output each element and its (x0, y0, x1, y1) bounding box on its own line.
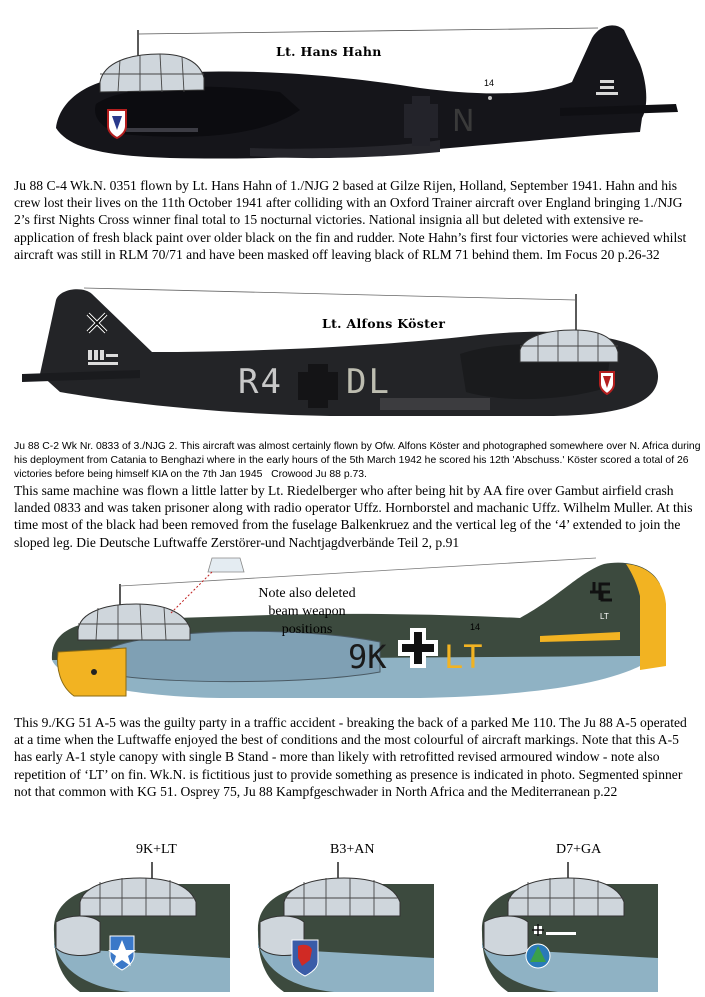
nose-2-profile (244, 862, 444, 992)
aircraft-2-caption-small: Ju 88 C-2 Wk Nr. 0833 of 3./NJG 2. This aircraft was almost certainly flown by Ofw. Alfons Köster and photographed somewhere over N. Africa during his deployment from Catania to Benghazi where in the early hours of the 5th March 1942 he scored his 12th 'Abschuss.' Köster scored a total of 26 victories before being himself KIA on the 7th Jan 1945 Crowood Ju 88 p.73. (14, 441, 701, 480)
aircraft-1-profile (0, 0, 705, 175)
aircraft-3-caption: This 9./KG 51 A-5 was the guilty party in a traffic accident - breaking the back of a parked Me 110. The Ju 88 A-5 operated at a time when the Luftwaffe enjoyed the best of conditions and the most colourful of aircraft markings. Note that this A-5 has early A-1 style canopy with single B Stand - more than likely with retrofitted revised armoured window - note also repetition of ‘LT’ on fin. Wk.N. is fictitious just to provide something as presence is indicated in photo. Segmented spinner not that common with KG 51. Osprey 75, Ju 88 Kampfgeschwader in North Africa and the Mediterranean p.22 (14, 715, 687, 799)
aircraft-2-code-right: DL (346, 362, 391, 402)
deleted-beam-window-icon (208, 558, 244, 572)
aircraft-3-marking-number: 14 (470, 622, 481, 632)
nose-1-code: 9K+LT (136, 842, 177, 857)
aircraft-2-profile (0, 280, 705, 440)
aircraft-3-note: Note also deleted beam weapon positions (258, 586, 356, 637)
nose-1-profile (40, 862, 240, 992)
aircraft-1-marking-number: 14 (484, 78, 495, 88)
aircraft-1-caption: Ju 88 C-4 Wk.N. 0351 flown by Lt. Hans Hahn of 1./NJG 2 based at Gilze Rijen, Holland, September 1941. Hahn and his crew lost their lives on the 11th October 1941 after colliding with an Oxford Trainer aircraft over England bringing 1./NJG 2’s first Nights Cross winner final total to 15 nocturnal victories. National insignia all but deleted with extensive re-application of fresh black paint over older black on the fin and rudder. Note Hahn’s first four victories were achieved whilst aircraft was still in RLM 70/71 and have been masked off leaving black of RLM 71 behind them. Im Focus 20 p.26-32 (14, 178, 687, 262)
aircraft-2-caption-ref: Crowood Ju 88 p.73. (271, 469, 367, 480)
aircraft-2-pilot-label: Lt. Alfons Köster (322, 316, 446, 331)
nose-3-profile (468, 862, 668, 992)
aircraft-3-code-left: 9K (348, 638, 387, 676)
aircraft-3-code-right: LT (444, 638, 483, 676)
aircraft-2-caption: This same machine was flown a little latter by Lt. Riedelberger who after being hit by AA fire over Gambut airfield crash landed 0833 and was taken prisoner along with radio operator Uffz. Hornborstel and machanic Uffz. Wilhelm Muller. At this time most of the black had been removed from the fuselage Balkenkruez and the vertical leg of the ‘4’ extended to join the sloped leg. Die Deutsche Luftwaffe Zerstörer-und Nachtjagdverbände Teil 2, p.91 (14, 483, 693, 550)
aircraft-1-pilot-label: Lt. Hans Hahn (276, 44, 382, 59)
nose-2-code: B3+AN (330, 842, 375, 857)
aircraft-1-fuselage-letter: N (452, 104, 475, 139)
aircraft-3-fin-code: LT (600, 612, 609, 621)
aircraft-2-code-left: R4 (238, 362, 283, 402)
nose-3-code: D7+GA (556, 842, 602, 857)
